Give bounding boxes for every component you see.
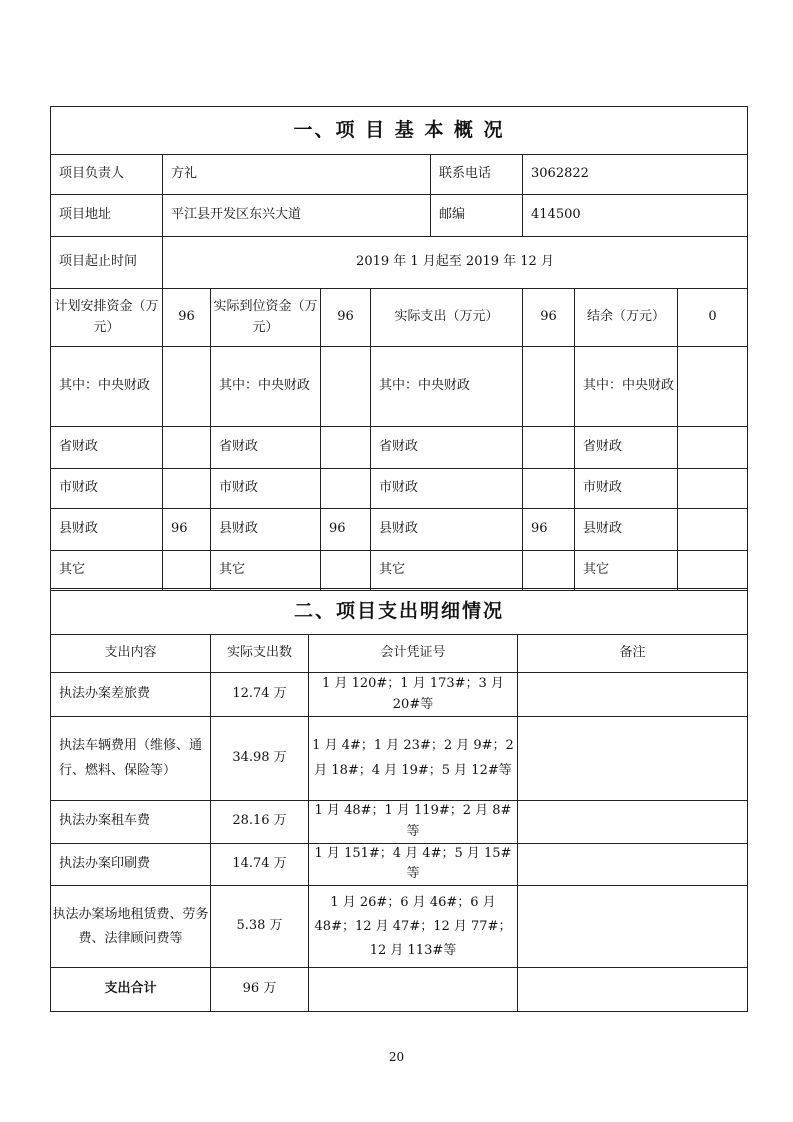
city-finance-label: 市财政 xyxy=(51,469,163,509)
province-received xyxy=(321,427,371,469)
central-finance-label-spent: 其中：中央财政 xyxy=(371,347,523,427)
phone-value: 3062822 xyxy=(523,155,748,195)
row-voucher: 1 月 26#；6 月 46#；6 月 48#；12 月 47#；12 月 77#；12 月 113#等 xyxy=(309,886,518,968)
other-finance-label-received: 其它 xyxy=(211,551,321,591)
row-note xyxy=(518,717,748,801)
leader-value: 方礼 xyxy=(163,155,431,195)
table-row xyxy=(51,801,748,844)
other-finance-label-spent: 其它 xyxy=(371,551,523,591)
county-planned: 96 xyxy=(163,509,211,551)
other-finance-label: 其它 xyxy=(51,551,163,591)
province-balance xyxy=(678,427,748,469)
period-label: 项目起止时间 xyxy=(51,237,163,289)
county-finance-label-balance: 县财政 xyxy=(575,509,678,551)
expenditure-detail-table xyxy=(50,588,748,1012)
total-value: 96 万 xyxy=(211,968,309,1012)
central-finance-label-received: 其中：中央财政 xyxy=(211,347,321,427)
county-finance-label-spent: 县财政 xyxy=(371,509,523,551)
header-note: 备注 xyxy=(518,635,748,673)
total-label: 支出合计 xyxy=(51,968,211,1012)
project-basic-info-table xyxy=(50,106,748,591)
city-finance-label-spent: 市财政 xyxy=(371,469,523,509)
balance-value: 0 xyxy=(678,289,748,347)
county-finance-label-received: 县财政 xyxy=(211,509,321,551)
address-value: 平江县开发区东兴大道 xyxy=(163,195,431,237)
central-finance-label-balance: 其中：中央财政 xyxy=(575,347,678,427)
table-row xyxy=(51,843,748,886)
province-finance-label-balance: 省财政 xyxy=(575,427,678,469)
central-balance xyxy=(678,347,748,427)
leader-label: 项目负责人 xyxy=(51,155,163,195)
row-note xyxy=(518,843,748,886)
header-amount: 实际支出数 xyxy=(211,635,309,673)
row-amount: 34.98 万 xyxy=(211,717,309,801)
province-finance-label-spent: 省财政 xyxy=(371,427,523,469)
total-note xyxy=(518,968,748,1012)
county-received: 96 xyxy=(321,509,371,551)
row-amount: 28.16 万 xyxy=(211,801,309,844)
central-spent xyxy=(523,347,575,427)
row-voucher: 1 月 4#；1 月 23#；2 月 9#；2 月 18#；4 月 19#；5 月 12#等 xyxy=(309,717,518,801)
actual-spent-label: 实际支出（万元） xyxy=(371,289,523,347)
row-content: 执法车辆费用（维修、通行、燃料、保险等） xyxy=(51,717,211,801)
city-spent xyxy=(523,469,575,509)
city-finance-label-received: 市财政 xyxy=(211,469,321,509)
other-finance-label-balance: 其它 xyxy=(575,551,678,591)
province-finance-label: 省财政 xyxy=(51,427,163,469)
row-content: 执法办案印刷费 xyxy=(51,843,211,886)
postcode-label: 邮编 xyxy=(431,195,523,237)
table-row xyxy=(51,673,748,717)
received-funds-value: 96 xyxy=(321,289,371,347)
central-planned xyxy=(163,347,211,427)
row-voucher: 1 月 120#；1 月 173#；3 月 20#等 xyxy=(309,673,518,717)
page-number: 20 xyxy=(388,1050,405,1064)
city-planned xyxy=(163,469,211,509)
section1-title: 一、项 目 基 本 概 况 xyxy=(51,107,748,155)
city-balance xyxy=(678,469,748,509)
row-voucher: 1 月 151#；4 月 4#；5 月 15#等 xyxy=(309,843,518,886)
postcode-value: 414500 xyxy=(523,195,748,237)
table-row xyxy=(51,717,748,801)
other-received xyxy=(321,551,371,591)
row-amount: 5.38 万 xyxy=(211,886,309,968)
section2-title: 二、项目支出明细情况 xyxy=(51,589,748,635)
header-voucher: 会计凭证号 xyxy=(309,635,518,673)
header-content: 支出内容 xyxy=(51,635,211,673)
county-spent: 96 xyxy=(523,509,575,551)
county-finance-label: 县财政 xyxy=(51,509,163,551)
address-label: 项目地址 xyxy=(51,195,163,237)
province-spent xyxy=(523,427,575,469)
row-amount: 14.74 万 xyxy=(211,843,309,886)
other-planned xyxy=(163,551,211,591)
city-received xyxy=(321,469,371,509)
table-row xyxy=(51,886,748,968)
other-spent xyxy=(523,551,575,591)
row-content: 执法办案差旅费 xyxy=(51,673,211,717)
received-funds-label: 实际到位资金（万元） xyxy=(211,289,321,347)
other-balance xyxy=(678,551,748,591)
row-voucher: 1 月 48#；1 月 119#；2 月 8#等 xyxy=(309,801,518,844)
planned-funds-label: 计划安排资金（万元） xyxy=(51,289,163,347)
planned-funds-value: 96 xyxy=(163,289,211,347)
row-amount: 12.74 万 xyxy=(211,673,309,717)
row-content: 执法办案场地租赁费、劳务费、法律顾问费等 xyxy=(51,886,211,968)
province-finance-label-received: 省财政 xyxy=(211,427,321,469)
county-balance xyxy=(678,509,748,551)
province-planned xyxy=(163,427,211,469)
row-content: 执法办案租车费 xyxy=(51,801,211,844)
row-note xyxy=(518,673,748,717)
balance-label: 结余（万元） xyxy=(575,289,678,347)
row-note xyxy=(518,886,748,968)
total-voucher xyxy=(309,968,518,1012)
row-note xyxy=(518,801,748,844)
central-finance-label: 其中：中央财政 xyxy=(51,347,163,427)
central-received xyxy=(321,347,371,427)
period-value: 2019 年 1 月起至 2019 年 12 月 xyxy=(163,237,748,289)
phone-label: 联系电话 xyxy=(431,155,523,195)
city-finance-label-balance: 市财政 xyxy=(575,469,678,509)
actual-spent-value: 96 xyxy=(523,289,575,347)
